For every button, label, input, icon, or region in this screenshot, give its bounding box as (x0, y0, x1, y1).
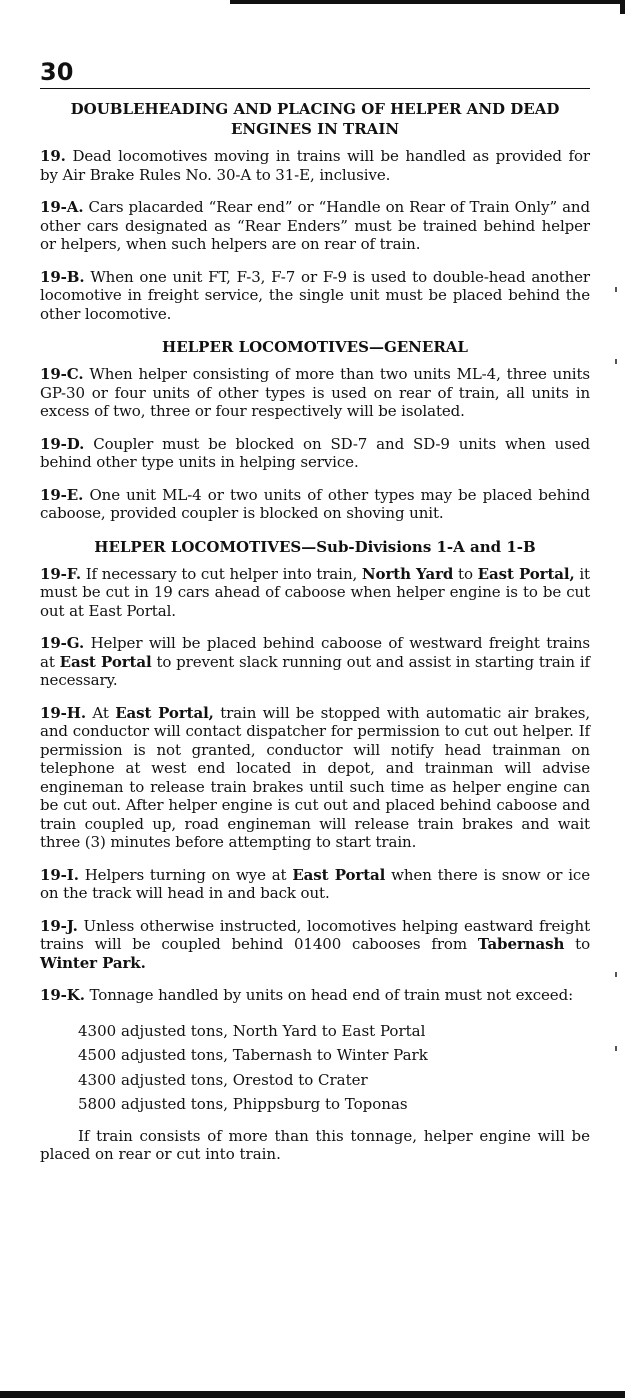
rule-number: 19-F. (40, 564, 81, 583)
rule-number: 19-K. (40, 986, 85, 1004)
closing-paragraph: If train consists of more than this tonnage, helper engine will be placed on rear or cut into train. (40, 1126, 590, 1163)
rule-text: When one unit FT, F-3, F-7 or F-9 is used to double-head another locomotive in freight service, the single unit must be placed behind the other locomotive. (40, 267, 590, 323)
section-helper-general (40, 337, 590, 523)
rule-number: 19-C. (40, 365, 84, 383)
rule-number: 19-J. (40, 916, 78, 935)
rule-text: to (564, 935, 590, 953)
rule-text: Tonnage handled by units on head end of train must not exceed: (89, 986, 574, 1004)
header-rule (40, 88, 590, 89)
margin-mark (615, 972, 617, 977)
margin-mark (615, 359, 617, 364)
section-title: HELPER LOCOMOTIVES—GENERAL (162, 338, 468, 356)
tonnage-item: 4300 adjusted tons, North Yard to East Portal (78, 1021, 426, 1040)
rule-number: 19. (40, 147, 66, 165)
top-border-rule (230, 0, 625, 4)
page (40, 56, 590, 1164)
rule-19-f (40, 565, 590, 621)
bottom-border-rule (0, 1391, 625, 1398)
section-title: HELPER LOCOMOTIVES—Sub-Divisions 1-A and 1-B (94, 537, 536, 556)
rule-text-bold: Tabernash (477, 935, 565, 953)
rule-number: 19-I. (40, 865, 79, 884)
rule-text: it must be cut in 19 cars ahead of caboose when helper engine is to be cut out at East Portal. (40, 564, 590, 620)
rule-19-g (40, 634, 590, 690)
rule-text: train will be stopped with automatic air brakes, and conductor will contact dispatcher for permission to cut out helper. If permission is not granted, conductor will notify head trainman on telephone at west end located in depot, and trainman will advise engineman to release train brakes until such time as helper engine can be cut out. After helper engine is cut out and placed behind caboose and train coupled up, road engineman will release train brakes and wait three (3) minutes before attempting to start train. (40, 703, 590, 851)
rule-text: Dead locomotives moving in trains will be handled as provided for by Air Brake Rules No. 30-A to 31-E, inclusive. (40, 147, 591, 184)
rule-text: If necessary to cut helper into train, (85, 564, 362, 583)
tonnage-item: 5800 adjusted tons, Phippsburg to Toponas (78, 1095, 408, 1113)
rule-19-c (40, 365, 590, 421)
top-border-corner (620, 0, 625, 14)
rule-text: Coupler must be blocked on SD-7 and SD-9 units when used behind other type units in helping service. (40, 434, 591, 471)
rule-text: When helper consisting of more than two units ML-4, three units GP-30 or four units of other types is used on rear of train, all units in excess of two, three or four respectively will be isolated. (40, 365, 590, 420)
rule-text: Unless otherwise instructed, locomotives helping eastward freight trains will be coupled behind 01400 cabooses from (40, 916, 590, 953)
tonnage-item: 4300 adjusted tons, Orestod to Crater (78, 1070, 368, 1089)
rule-text-bold: North Yard (361, 564, 454, 583)
rule-number: 19-D. (40, 434, 85, 453)
rule-text: One unit ML-4 or two units of other types may be placed behind caboose, provided coupler is blocked on shoving unit. (40, 485, 590, 522)
rule-text-bold: Winter Park. (40, 953, 146, 972)
rule-text: Helper will be placed behind caboose of westward freight trains at (40, 634, 591, 671)
rule-text: to (453, 564, 478, 583)
rule-text: Cars placarded “Rear end” or “Handle on Rear of Train Only” and other cars designated as “Rear Enders” must be trained behind helper or helpers, when such helpers are on rear of train. (40, 198, 590, 253)
rule-19-b (40, 268, 590, 324)
rule-text: to prevent slack running out and assist in starting train if necessary. (40, 652, 590, 689)
rule-text-bold: East Portal, (115, 703, 214, 722)
rule-number: 19-G. (40, 634, 85, 652)
rule-19-j (40, 917, 590, 973)
rule-19-h (40, 704, 590, 852)
rule-text: when there is snow or ice on the track will head in and back out. (40, 865, 590, 902)
rule-text-bold: East Portal (292, 865, 386, 884)
rule-text-bold: East Portal (59, 652, 152, 671)
rule-number: 19-B. (40, 267, 85, 286)
rules-list (40, 565, 590, 1005)
tonnage-item: 4500 adjusted tons, Tabernash to Winter Park (78, 1046, 428, 1064)
rule-text: Helpers turning on wye at (84, 865, 293, 884)
rule-text-bold: East Portal, (477, 564, 575, 583)
rule-text: At (92, 703, 116, 722)
rule-19-a (40, 198, 590, 254)
section-title: DOUBLEHEADING AND PLACING OF HELPER AND DEAD ENGINES IN TRAIN (70, 100, 560, 138)
rule-19-d (40, 435, 590, 472)
rule-19-k (40, 986, 590, 1005)
section-doubleheading (40, 99, 590, 323)
rule-number: 19-H. (40, 703, 86, 722)
rule-19-e (40, 486, 590, 523)
page-number: 30 (40, 58, 74, 86)
rule-19-i (40, 866, 590, 903)
tonnage-list (78, 1019, 590, 1117)
rule-19 (40, 147, 590, 184)
margin-mark (615, 287, 617, 292)
rule-number: 19-E. (40, 485, 84, 504)
section-helper-subdivisions (40, 537, 590, 1164)
rule-number: 19-A. (40, 198, 84, 216)
margin-mark (615, 1046, 617, 1051)
